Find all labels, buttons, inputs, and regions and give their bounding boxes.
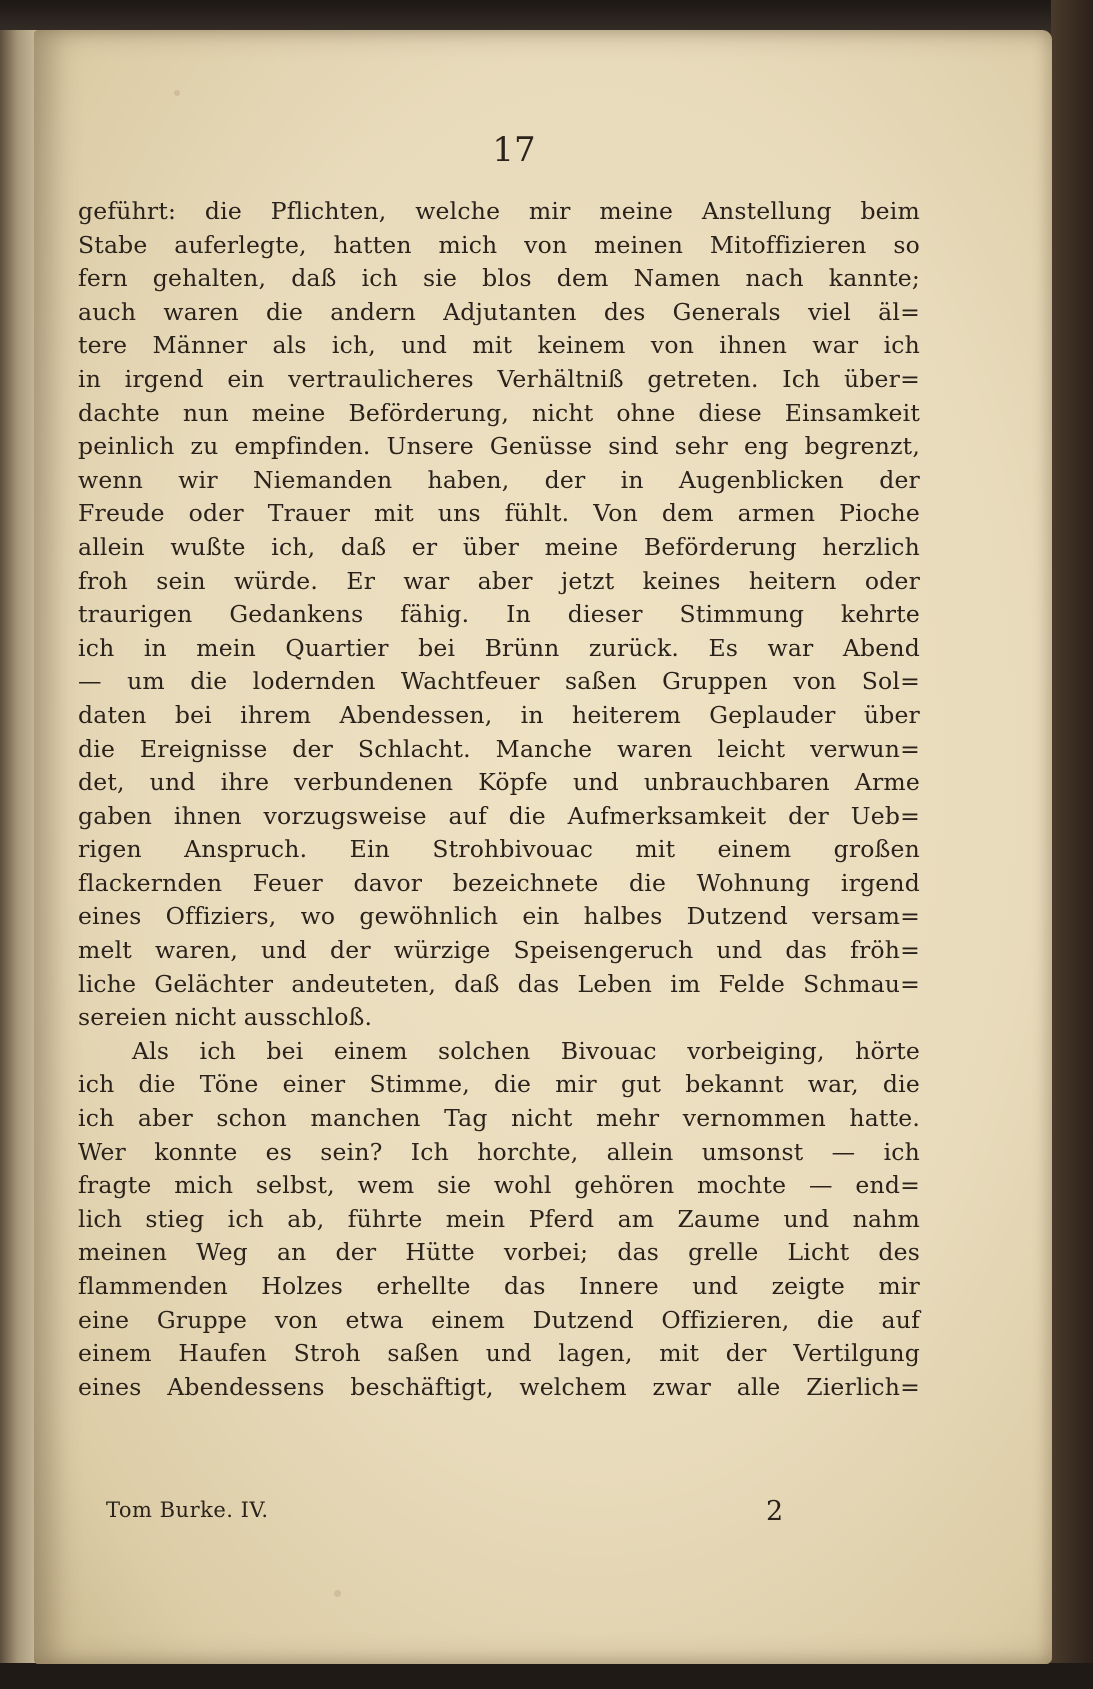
text-line: ich aber schon manchen Tag nicht mehr vernommen hatte. [78,1104,920,1133]
text-line: meinen Weg an der Hütte vorbei; das grelle Licht des [78,1238,920,1267]
text-line: Wer konnte es sein? Ich horchte, allein umsonst — ich [78,1137,920,1166]
text-line: Freude oder Trauer mit uns fühlt. Von dem armen Pioche [78,499,920,528]
text-line: ich in mein Quartier bei Brünn zurück. Es war Abend [78,633,920,662]
text-line: auch waren die andern Adjutanten des Generals viel äl= [78,297,920,326]
text-line: in irgend ein vertraulicheres Verhältniß getreten. Ich über= [78,364,920,393]
text-line: rigen Anspruch. Ein Strohbivouac mit einem großen [78,835,920,864]
text-line: det, und ihre verbundenen Köpfe und unbrauchbaren Arme [78,768,920,797]
text-line: fragte mich selbst, wem sie wohl gehören mochte — end= [78,1171,920,1200]
text-line: sereien nicht ausschloß. [78,1003,373,1032]
page-footer [106,1498,856,1538]
foxing-spot [174,90,180,96]
text-line: daten bei ihrem Abendessen, in heiterem Geplauder über [78,700,920,729]
foxing-spot [334,1590,341,1597]
text-line: tere Männer als ich, und mit keinem von ihnen war ich [78,331,920,360]
text-line: flackernden Feuer davor bezeichnete die Wohnung irgend [78,868,920,897]
text-line: flammenden Holzes erhellte das Innere und zeigte mir [78,1272,920,1300]
text-line: traurigen Gedankens fähig. In dieser Stimmung kehrte [78,600,920,629]
text-line: dachte nun meine Beförderung, nicht ohne diese Einsamkeit [78,398,920,427]
text-line: geführt: die Pflichten, welche mir meine Anstellung beim [78,197,920,225]
text-line: liche Gelächter andeuteten, daß das Leben im Felde Schmau= [78,969,920,998]
text-line: Als ich bei einem solchen Bivouac vorbeiging, hörte [132,1036,920,1065]
printer-signature: Tom Burke. IV. [106,1498,269,1522]
text-line: fern gehalten, daß ich sie blos dem Namen nach kannte; [78,264,920,293]
text-line: eines Offiziers, wo gewöhnlich ein halbes Dutzend versam= [78,902,920,931]
book-right-edge [1051,0,1093,1689]
text-line: allein wußte ich, daß er über meine Beförderung herzlich [78,532,920,561]
text-line: — um die lodernden Wachtfeuer saßen Gruppen von Sol= [78,667,920,696]
text-line: eine Gruppe von etwa einem Dutzend Offizieren, die auf [78,1305,920,1334]
text-line: froh sein würde. Er war aber jetzt keines heitern oder [78,566,920,595]
text-line: peinlich zu empfinden. Unsere Genüsse sind sehr eng begrenzt, [78,432,920,461]
text-line: eines Abendessens beschäftigt, welchem zwar alle Zierlich= [78,1372,920,1401]
text-line: lich stieg ich ab, führte mein Pferd am Zaume und nahm [78,1204,920,1233]
text-line: einem Haufen Stroh saßen und lagen, mit der Vertilgung [78,1339,920,1368]
body-text [78,195,920,1404]
book-bottom-edge [0,1663,1093,1689]
text-line: wenn wir Niemanden haben, der in Augenblicken der [78,465,920,494]
text-line: gaben ihnen vorzugsweise auf die Aufmerksamkeit der Ueb= [78,801,920,830]
text-line: ich die Töne einer Stimme, die mir gut bekannt war, die [78,1070,920,1099]
text-line: die Ereignisse der Schlacht. Manche waren leicht verwun= [78,734,920,763]
page-number: 17 [492,130,536,170]
book-page [34,30,1052,1664]
text-line: Stabe auferlegte, hatten mich von meinen Mitoffizieren so [78,230,920,259]
sheet-number: 2 [766,1496,784,1527]
text-line: melt waren, und der würzige Speisengeruch und das fröh= [78,936,920,965]
